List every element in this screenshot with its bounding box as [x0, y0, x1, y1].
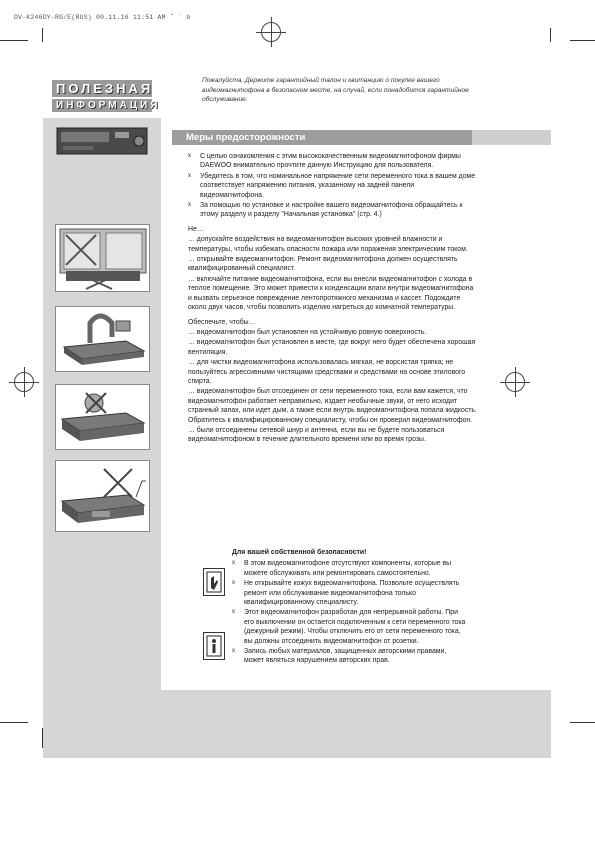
ensure-item [188, 426, 478, 445]
ensure-label: Обеспечьте, чтобы… [188, 318, 256, 326]
ensure-item [188, 387, 478, 425]
not-item [188, 235, 478, 254]
bullet-text: С целью ознакомления с этим высококачественным видеомагнитофоном фирмы DAEWOO внимательно прочтите данную Инструкцию для пользователя. [200, 153, 461, 170]
section-title: Меры предосторожности [172, 130, 472, 145]
bullet-marker: x [232, 648, 235, 655]
print-header: DV-K246DY-RG/E(RUS) 00.11.16 11:51 AM ˜ ` b [14, 14, 191, 21]
safety-item-text: Запись любых материалов, защищенных авторскими правами, может являться нарушением авторских прав. [244, 648, 447, 665]
registration-mark-right [505, 372, 525, 392]
bullet-text: За помощью по установке и настройке вашего видеомагнитофона обращайтесь к этому разделу и разделу "Начальная установка" (стр. 4.) [200, 202, 463, 219]
not-item-text: … допускайте воздействия на видеомагнитофон высоких уровней влажности и температуры, чтобы избежать опасности пожара или поражения электрическим током. [188, 236, 468, 253]
bullet-marker: x [232, 560, 235, 567]
safety-item [232, 608, 468, 646]
crop-mark-tr-v [550, 28, 551, 42]
intro-text: Пожалуйста, Держите гарантийный талон и квитанцию о покупке вашего видеомагнитофона в безопасном месте, на случай, если понадобится гарантийное обслуживание. [202, 77, 469, 104]
ensure-item-text: … были отсоединены сетевой шнур и антенна, если вы не будете пользоваться видеомагнитофоном в течение длительного времени или во время грозы. [188, 426, 445, 444]
crop-mark-tl-v [42, 28, 43, 42]
bullet-marker: x [188, 153, 191, 159]
page-title-line2: ИНФОРМАЦИЯ [52, 99, 152, 112]
not-item-text: … включайте питание видеомагнитофона, если вы внесли видеомагнитофон с холода в теплое помещение. Это может привести к конденсации влаги внутри видеомагнитофона и вызвать серьезное повреждение лентопротяжного механизма и кассет. Подождите около двух часов, чтобы позволить изделию нагреться до комнатной температуры. [188, 275, 474, 312]
ensure-item [188, 338, 478, 357]
ensure-item-text: … видеомагнитофон был установлен в месте, где вокруг него будет обеспечена хорошая вентиляция. [188, 339, 476, 356]
bullet-marker: x [188, 172, 191, 179]
bullet-text: Убедитесь в том, что номинальное напряжение сети переменного тока в вашем доме соответствует напряжению питания, указанному на задней панели видеомагнитофона. [200, 172, 476, 199]
vcr-heat-illustration [55, 224, 150, 292]
bullet-item [188, 201, 478, 220]
info-icon [203, 632, 225, 660]
bullet-marker: x [232, 609, 235, 616]
crop-mark-br-h [570, 722, 595, 723]
precautions-content [188, 152, 478, 446]
crop-mark-bl-h [0, 722, 28, 723]
page-title-line1: ПОЛЕЗНАЯ [52, 80, 152, 97]
registration-mark-top [261, 22, 281, 42]
bullet-item [188, 152, 478, 171]
right-gray-strip [472, 130, 551, 145]
bottom-gray-panel [161, 690, 551, 758]
page-title [52, 80, 161, 112]
safety-item [232, 579, 468, 607]
ensure-item-text: … видеомагнитофон был отсоединен от сети переменного тока, если вам кажется, что видеомагнитофон работает неправильно, издает необычные звуки, от него исходит странный запах, или идет дым, а также если внутрь видеомагнитофона попала жидкость. Обратитесь к квалифицированному специалисту, чтобы он проверил видеомагнитофон. [188, 388, 477, 424]
safety-item [232, 647, 468, 666]
vcr-cleaning-illustration [55, 384, 150, 450]
ensure-item [188, 358, 478, 386]
caution-hand-icon [203, 568, 225, 596]
not-item [188, 275, 478, 313]
vcr-front-illustration [55, 122, 150, 160]
ensure-item [188, 328, 478, 337]
ensure-item-text: … видеомагнитофон был установлен на устойчивую ровную поверхность. [188, 328, 427, 336]
safety-section [232, 548, 468, 667]
vcr-thunder-illustration [55, 460, 150, 532]
bullet-marker: x [232, 580, 235, 587]
safety-item [232, 559, 468, 578]
safety-item-text: Не открывайте кожух видеомагнитофона. Позвольте осуществлять ремонт или обслуживание видеомагнитофона только квалифицированному специалисту. [244, 580, 460, 607]
not-item-text: … открывайте видеомагнитофон. Ремонт видеомагнитофона должен осуществлять квалифицированный специалист. [188, 256, 458, 273]
vcr-open-illustration [55, 306, 150, 372]
ensure-item-text: … для чистки видеомагнитофона использовалась мягкая, не ворсистая тряпка; не пользуйтесь агрессивными чистящими средствами и средствами на основе этилового спирта. [188, 359, 466, 385]
registration-mark-left [14, 372, 34, 392]
safety-item-text: В этом видеомагнитофоне отсутствуют компоненты, которые вы можете обслуживать или ремонтировать самостоятельно. [244, 560, 452, 577]
bullet-item [188, 172, 478, 200]
safety-item-text: Этот видеомагнитофон разработан для непрерывной работы. При его выключении он остается подключенным к сети переменного тока (дежурный режим). Чтобы отключить его от сети переменного тока, вы должны отсоединить видеомагнитофон от розетки. [244, 609, 466, 645]
not-label: Не… [188, 225, 204, 233]
crop-mark-tr-h [570, 40, 595, 41]
safety-title: Для вашей собственной безопасности! [232, 549, 367, 556]
bullet-marker: x [188, 202, 191, 209]
crop-mark-tl-h [0, 40, 28, 41]
not-item [188, 255, 478, 274]
